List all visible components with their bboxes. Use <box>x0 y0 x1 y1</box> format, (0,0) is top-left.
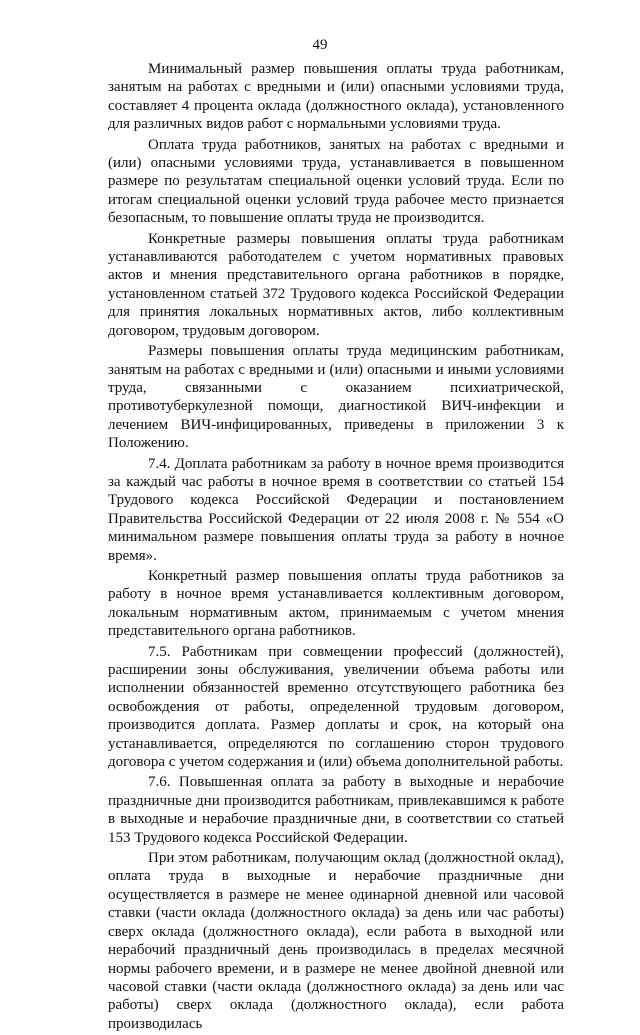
paragraph-1: Минимальный размер повышения оплаты труда работникам, занятым на работах с вредными и (или) опасными условиями труда, составляет 4 процента оклада (должностного оклада), установленного для различных видов работ с нормальными условиями труда. <box>108 61 564 133</box>
paragraph-5: 7.4. Доплата работникам за работу в ночное время производится за каждый час работы в ночное время в соответствии со статьей 154 Трудового кодекса Российской Федерации и постановлением Правительства Российской Федерации от 22 июля 2008 г. № 554 «О минимальном размере повышения оплаты труда за работу в ночное время». <box>108 455 564 564</box>
page-number: 49 <box>312 37 328 53</box>
paragraph-3: Конкретные размеры повышения оплаты труда работникам устанавливаются работодателем с учетом нормативных правовых актов и мнения представительного органа работников в порядке, установленном статьей 372 Трудового кодекса Российской Федерации для принятия локальных нормативных актов, либо коллективным договором, трудовым договором. <box>108 230 564 339</box>
paragraph-7: 7.5. Работникам при совмещении профессий (должностей), расширении зоны обслуживания, увеличении объема работы или исполнении обязанностей временно отсутствующего работника без освобождения от работы, определенной трудовым договором, производится доплата. Размер доплаты и срок, на который она устанавливается, определяются по соглашению сторон трудового договора с учетом содержания и (или) объема дополнительной работы. <box>108 643 564 771</box>
paragraph-8: 7.6. Повышенная оплата за работу в выходные и нерабочие праздничные дни производится работникам, привлекавшимся к работе в выходные и нерабочие праздничные дни, в соответствии со статьей 153 Трудового кодекса Российской Федерации. <box>108 774 564 846</box>
paragraph-2: Оплата труда работников, занятых на работах с вредными и (или) опасными условиями труда, устанавливается в повышенном размере по результатам специальной оценки условий труда. Если по итогам специальной оценки условий труда рабочее место признается безопасным, то повышение оплаты труда не производится. <box>108 136 564 227</box>
paragraph-9: При этом работникам, получающим оклад (должностной оклад), оплата труда в выходные и нерабочие праздничные дни осуществляется в размере не менее одинарной дневной или часовой ставки (части оклада (должностного оклада) за день или час работы) сверх оклада (должностного оклада), если работа в выходной или нерабочий праздничный день производилась в пределах месячной нормы рабочего времени, и в размере не менее двойной дневной или часовой ставки (части оклада (должностного оклада) за день или час работы) сверх оклада (должностного оклада), если работа производилась <box>108 850 564 1032</box>
paragraph-6: Конкретный размер повышения оплаты труда работников за работу в ночное время устанавливается коллективным договором, локальным нормативным актом, принимаемым с учетом мнения представительного органа работников. <box>108 567 564 640</box>
body-text <box>108 60 564 1035</box>
paragraph-4: Размеры повышения оплаты труда медицинским работникам, занятым на работах с вредными и (или) опасными и иными условиями труда, связанными с оказанием психиатрической, противотуберкулезной помощи, диагностикой ВИЧ-инфекции и лечением ВИЧ-инфицированных, приведены в приложении 3 к Положению. <box>108 343 564 452</box>
